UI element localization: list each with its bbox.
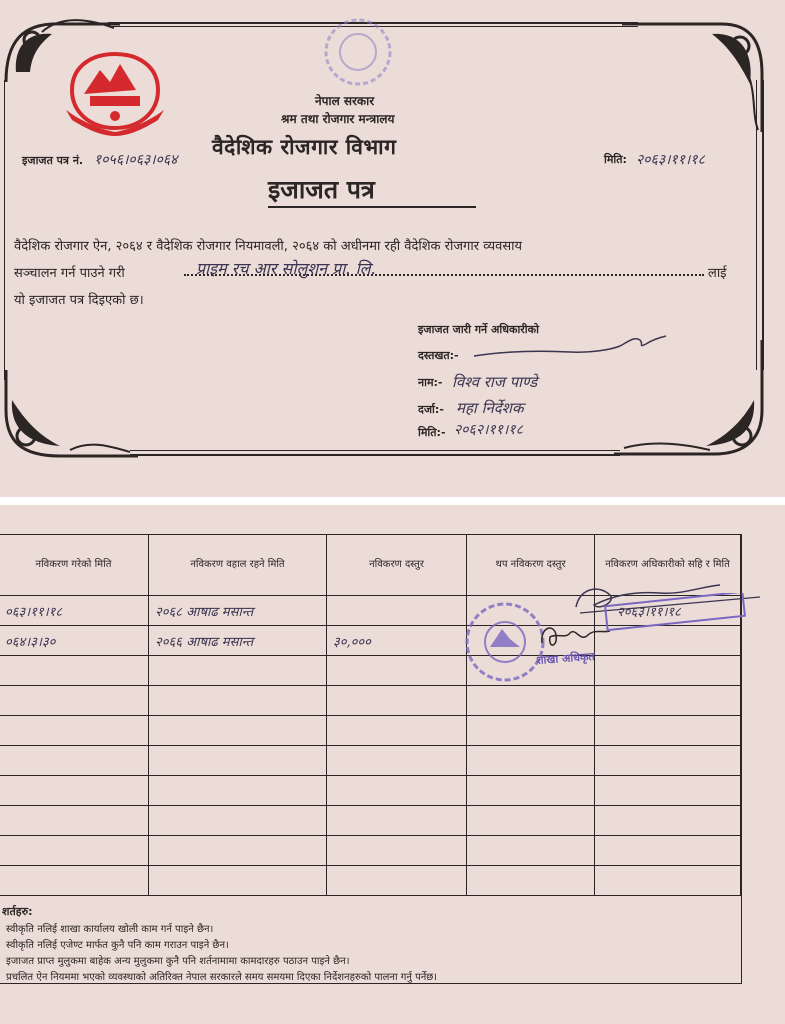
header-renewal-date: नविकरण गरेको मिति <box>0 535 149 596</box>
table-row <box>0 806 741 836</box>
table-row <box>0 686 741 716</box>
header-officer-signature: नविकरण अधिकारीको सहि र मिति <box>595 535 741 596</box>
ministry-name: श्रम तथा रोजगार मन्त्रालय <box>281 112 395 126</box>
frame-left-line <box>4 80 5 380</box>
frame-bottom-line <box>130 454 620 456</box>
header-additional-fee: थप नविकरण दस्तुर <box>467 535 595 596</box>
register-bottom-border <box>0 983 742 984</box>
date-label: मिति: <box>604 153 627 166</box>
body-line-3: यो इजाजत पत्र दिइएको छ। <box>14 293 144 308</box>
body-line-2-prefix: सञ्चालन गर्न पाउने गरी <box>14 266 125 281</box>
table-cell: ०६३।११।१८ <box>0 596 149 626</box>
issue-date-label: मिति:- <box>418 426 446 439</box>
table-row <box>0 836 741 866</box>
header-valid-until: नविकरण वहाल रहने मिति <box>149 535 327 596</box>
table-cell: २०६८ आषाढ मसान्त <box>149 596 327 626</box>
licence-certificate <box>0 0 785 497</box>
table-row <box>0 776 741 806</box>
authority-signature-icon <box>470 326 670 366</box>
body-line-1: वैदेशिक रोजगार ऐन, २०६४ र वैदेशिक रोजगार नियमावली, २०६४ को अधीनमा रही वैदेशिक रोजगार व्यवसाय <box>14 239 523 254</box>
body-line-2-suffix: लाई <box>708 266 727 281</box>
table-row <box>0 716 741 746</box>
note-item: स्वीकृति नलिई एजेण्ट मार्फत कुनै पनि काम गराउन पाइने छैन। <box>6 940 229 951</box>
title-underline <box>268 206 476 208</box>
note-item: प्रचलित ऐन नियममा भएको व्यवस्थाको अतिरिक्त नेपाल सरकारले समय समयमा दिएका निर्देशनहरुको पालना गर्नु पर्नेछ। <box>6 972 438 983</box>
table-cell <box>327 596 467 626</box>
notes-title: शर्तहरु: <box>2 905 33 918</box>
corner-ornament-bottom-left <box>0 370 140 465</box>
frame-bottom-line-inner <box>130 450 620 451</box>
registration-number: १०५६।०६३।०६४ <box>94 152 178 168</box>
name-value: विश्व राज पाण्डे <box>452 373 538 391</box>
renewal-register <box>0 505 785 1024</box>
document-title: इजाजत पत्र <box>268 175 375 204</box>
corner-ornament-top-right <box>622 14 767 134</box>
date-value: २०६३।११।१८ <box>636 152 705 168</box>
faint-office-stamp-icon <box>318 12 398 92</box>
table-row <box>0 746 741 776</box>
note-item: स्वीकृति नलिई शाखा कार्यालय खोली काम गर्न पाइने छैन। <box>6 924 214 935</box>
designation-label: दर्जा:- <box>418 403 444 416</box>
registration-label: इजाजत पत्र नं. <box>22 154 84 167</box>
table-cell: ०६४।३।३० <box>0 626 149 656</box>
authority-heading: इजाजत जारी गर्ने अधिकारीको <box>418 323 539 336</box>
table-row <box>0 866 741 896</box>
table-row <box>0 656 741 686</box>
table-cell: २०६६ आषाढ मसान्त <box>149 626 327 656</box>
table-cell: २०६३।११।१८ <box>595 596 741 626</box>
office-stamp-text: शाखा अधिकृत <box>535 649 596 668</box>
signature-label: दस्तखत:- <box>418 349 459 362</box>
designation-value: महा निर्देशक <box>456 399 524 417</box>
department-name: वैदेशिक रोजगार विभाग <box>212 135 397 159</box>
nepal-emblem-icon <box>62 50 168 136</box>
company-name: प्राइम रच आर सोलुशन प्रा. लि. <box>196 259 376 278</box>
issue-date-value: २०६२।११।१८ <box>454 422 523 438</box>
name-label: नाम:- <box>418 376 443 389</box>
header-renewal-fee: नविकरण दस्तुर <box>327 535 467 596</box>
note-item: इजाजत प्राप्त मुलुकमा बाहेक अन्य मुलुकमा कुनै पनि शर्तनामामा कामदारहरु पठाउन पाइने छैन। <box>6 956 350 967</box>
government-name: नेपाल सरकार <box>315 94 375 108</box>
table-cell: ३०,००० <box>327 626 467 656</box>
section-officer-stamp-icon <box>600 593 750 633</box>
